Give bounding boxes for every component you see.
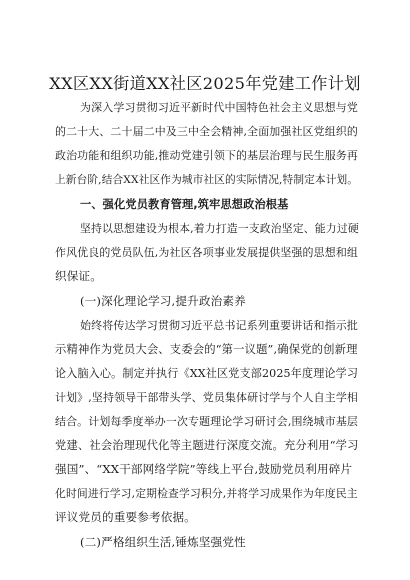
subsection-1-line-6: 党建、社会治理现代化等主题进行深度交流。充分利用“学习 <box>55 439 359 452</box>
subsection-1-line-4: 计划》,坚持领导干部带头学、党员集体研讨学与个人自主学相 <box>55 391 358 404</box>
subsection-1-line-7: 强国”、“XX干部网络学院”等线上平台,鼓励党员利用碎片 <box>55 462 353 476</box>
subsection-1-line-1: 始终将传达学习贯彻习近平总书记系列重要讲话和指示批 <box>80 319 358 332</box>
document-title: XX区XX街道XX社区2025年党建工作计划 <box>49 74 361 93</box>
subsection-1-line-3: 论入脑入心。制定并执行《XX社区党支部2025年度理论学习 <box>55 367 359 380</box>
intro-line-3: 政治功能和组织功能,推动党建引领下的基层治理与民生服务再 <box>55 149 358 162</box>
section-1-line-3: 织保证。 <box>55 269 102 283</box>
subsection-1-line-8: 化时间进行学习,定期检查学习积分,并将学习成果作为年度民主 <box>55 487 358 500</box>
subsection-1-line-5: 结合。计划每季度举办一次专题理论学习研讨会,围绕城市基层 <box>55 415 358 428</box>
section-1-line-1: 坚持以思想建设为根本,着力打造一支政治坚定、能力过硬 <box>80 222 359 235</box>
section-1-line-2: 作风优良的党员队伍,为社区各项事业发展提供坚强的思想和组 <box>55 246 358 259</box>
subsection-2-heading: (二)严格组织生活,锤炼坚强党性 <box>80 535 246 549</box>
intro-line-2: 的二十大、二十届二中及三中全会精神,全面加强社区党组织的 <box>55 125 358 138</box>
intro-line-1: 为深入学习贯彻习近平新时代中国特色社会主义思想与党 <box>80 101 358 114</box>
subsection-1-line-2: 示精神作为党员大会、支委会的“第一议题”,确保党的创新理 <box>55 342 358 356</box>
subsection-1-line-9: 评议党员的重要参考依据。 <box>55 510 196 524</box>
section-1-heading: 一、强化党员教育管理,筑牢思想政治根基 <box>80 198 289 211</box>
intro-line-4: 上新台阶,结合XX社区作为城市社区的实际情况,特制定本计划。 <box>55 173 359 186</box>
subsection-1-heading: (一)深化理论学习,提升政治素养 <box>80 294 246 308</box>
